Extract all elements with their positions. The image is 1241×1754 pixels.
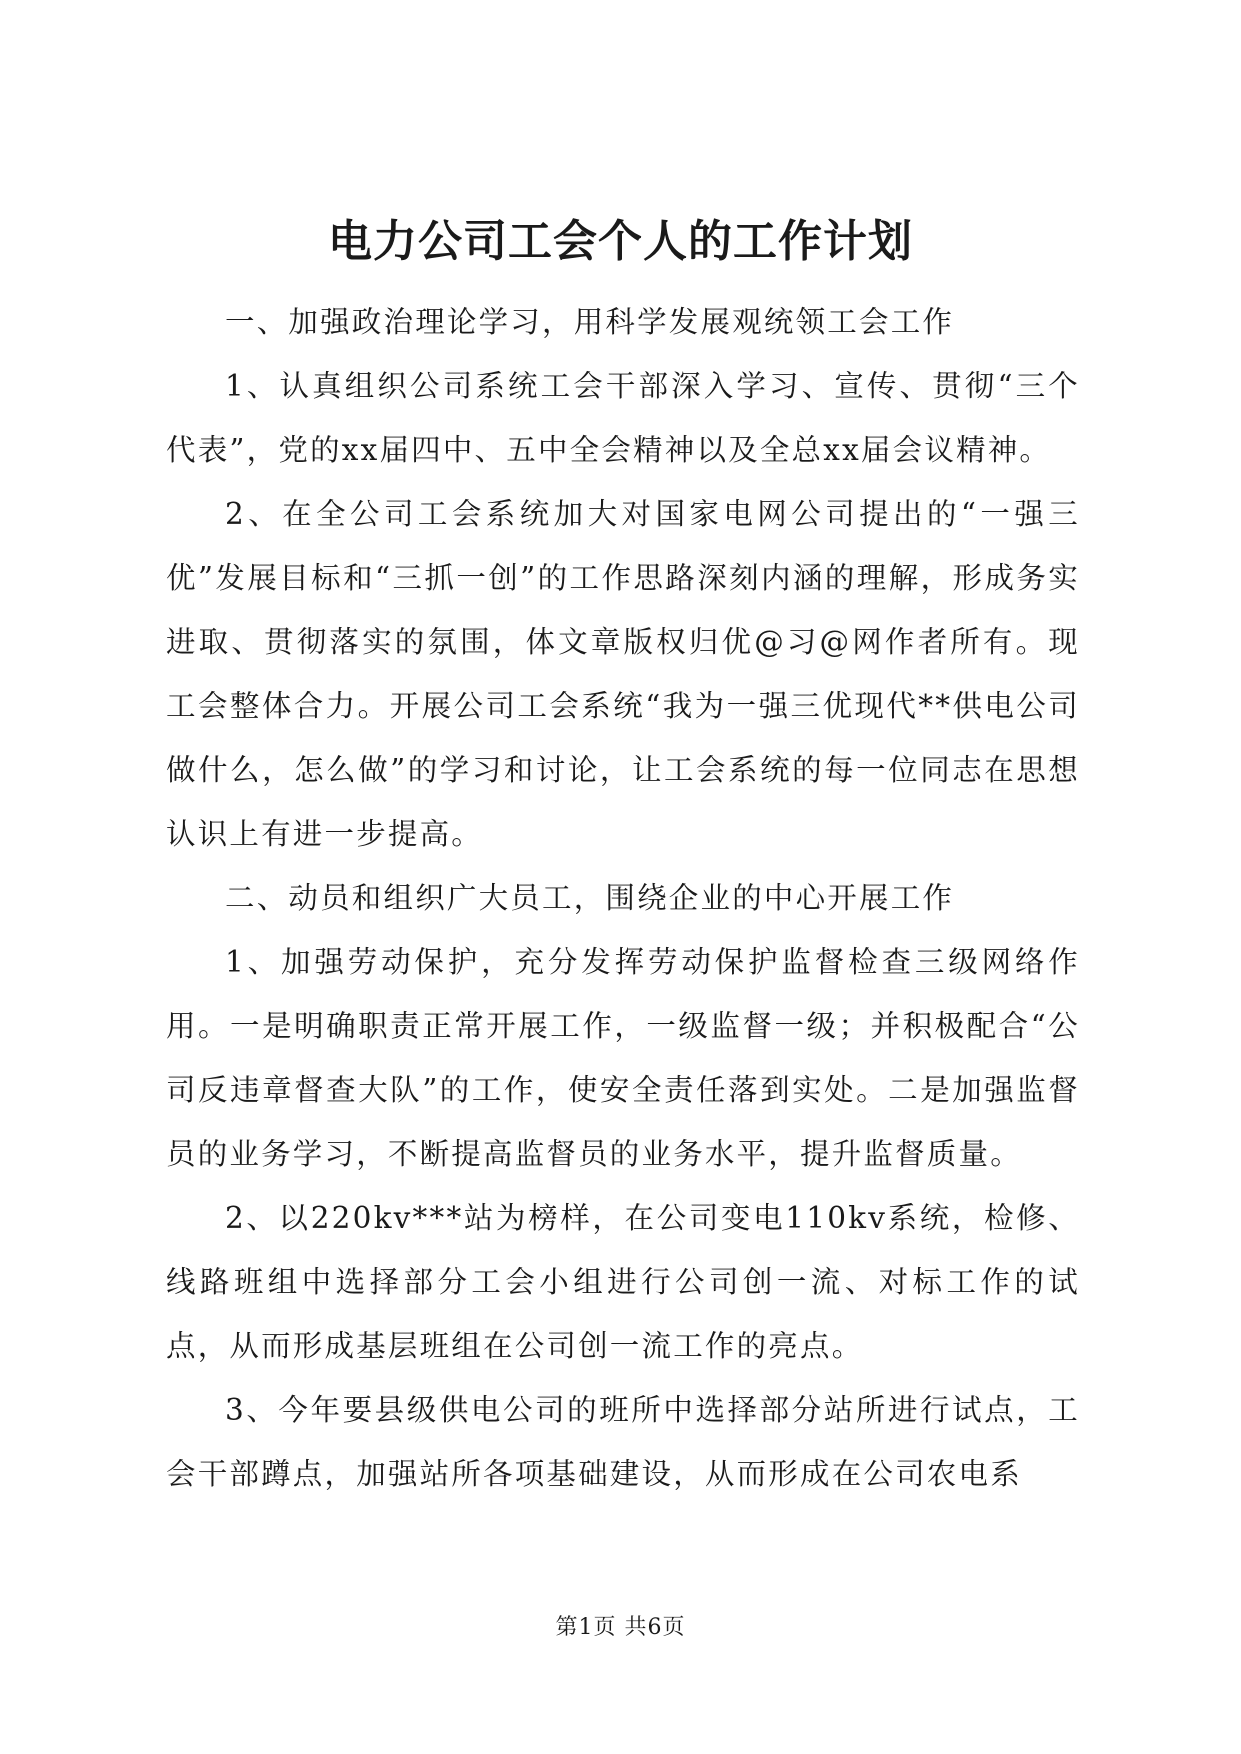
document-title: 电力公司工会个人的工作计划: [328, 216, 913, 267]
paragraph-2-3: 3、今年要县级供电公司的班所中选择部分站所进行试点，工会干部蹲点，加强站所各项基础建设，从而形成在公司农电系: [166, 1393, 1080, 1491]
section-heading-2: 二、动员和组织广大员工，围绕企业的中心开展工作: [225, 881, 955, 915]
paragraph-2-1: 1、加强劳动保护，充分发挥劳动保护监督检查三级网络作用。一是明确职责正常开展工作，一级监督一级；并积极配合“公司反违章督查大队”的工作，使安全责任落到实处。二是加强监督员的业务学习，不断提高监督员的业务水平，提升监督质量。: [166, 945, 1080, 1171]
paragraph-2-2: 2、以220kv***站为榜样，在公司变电110kv系统，检修、线路班组中选择部分工会小组进行公司创一流、对标工作的试点，从而形成基层班组在公司创一流工作的亮点。: [166, 1201, 1080, 1363]
paragraph-1-2: 2、在全公司工会系统加大对国家电网公司提出的“一强三优”发展目标和“三抓一创”的工作思路深刻内涵的理解，形成务实进取、贯彻落实的氛围，体文章版权归优@习@网作者所有。现工会整体合力。开展公司工会系统“我为一强三优现代**供电公司做什么，怎么做”的学习和讨论，让工会系统的每一位同志在思想认识上有进一步提高。: [166, 497, 1080, 851]
paragraph-1-1: 1、认真组织公司系统工会干部深入学习、宣传、贯彻“三个代表”，党的xx届四中、五中全会精神以及全总xx届会议精神。: [166, 369, 1080, 467]
section-heading-1: 一、加强政治理论学习，用科学发展观统领工会工作: [225, 305, 955, 339]
document-body: [166, 290, 1080, 1506]
page-number-footer: 第1页 共6页: [555, 1615, 686, 1640]
